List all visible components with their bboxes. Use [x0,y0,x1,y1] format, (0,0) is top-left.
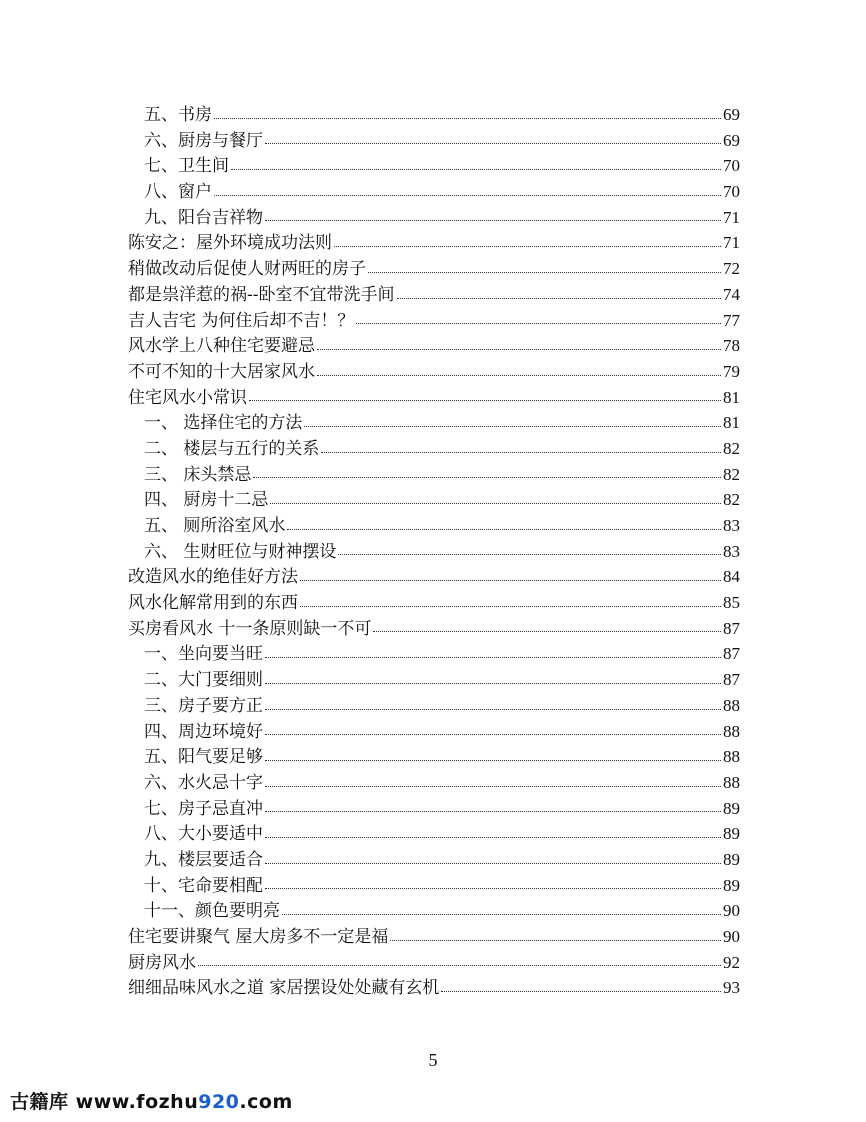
toc-leader-dots [317,348,721,350]
toc-entry-page: 79 [723,361,740,381]
toc-entry-title: 陈安之：屋外环境成功法则 [128,233,332,254]
toc-entry-title: 七、房子忌直冲 [144,798,263,819]
toc-entry[interactable] [128,434,740,460]
toc-entry[interactable] [128,280,740,306]
toc-leader-dots [338,553,721,555]
toc-leader-dots [282,913,721,915]
toc-entry[interactable] [128,691,740,717]
toc-leader-dots [265,810,721,812]
toc-leader-dots [265,682,721,684]
toc-entry[interactable] [128,408,740,434]
toc-leader-dots [368,271,721,273]
toc-entry-title: 八、大小要适中 [144,824,263,845]
toc-entry-title: 七、卫生间 [144,156,229,177]
toc-leader-dots [214,117,721,119]
toc-entry[interactable] [128,742,740,768]
toc-entry-title: 六、 生财旺位与财神摆设 [144,541,337,562]
toc-entry[interactable] [128,383,740,409]
toc-leader-dots [265,142,721,144]
toc-entry-title: 二、 楼层与五行的关系 [144,438,320,459]
toc-leader-dots [249,399,721,401]
toc-entry[interactable] [128,177,740,203]
toc-entry-title: 不可不知的十大居家风水 [128,361,315,382]
toc-leader-dots [265,219,721,221]
toc-entry-page: 90 [723,901,740,921]
toc-entry-title: 八、窗户 [144,182,212,203]
toc-entry-title: 住宅风水小常识 [128,387,247,408]
toc-entry[interactable] [128,871,740,897]
toc-entry-page: 93 [723,978,740,998]
toc-entry-page: 89 [723,875,740,895]
toc-leader-dots [265,656,721,658]
toc-leader-dots [265,733,721,735]
toc-entry-title: 九、楼层要适合 [144,849,263,870]
toc-entry-page: 85 [723,593,740,613]
toc-entry[interactable] [128,922,740,948]
toc-leader-dots [265,785,721,787]
toc-entry-page: 89 [723,849,740,869]
toc-entry-title: 五、 厕所浴室风水 [144,516,286,536]
toc-leader-dots [441,990,721,992]
toc-entry-title: 五、书房 [144,105,212,125]
toc-entry-title: 都是祟洋惹的祸--卧室不宜带洗手间 [128,284,395,305]
toc-leader-dots [304,425,721,427]
toc-leader-dots [334,245,721,247]
watermark-url-digits: 920 [198,1091,240,1113]
toc-leader-dots [356,322,721,324]
table-of-contents [128,100,740,999]
toc-entry-page: 82 [723,438,740,458]
toc-entry-title: 住宅要讲聚气 屋大房多不一定是福 [128,927,389,947]
toc-leader-dots [300,579,721,581]
toc-entry[interactable] [128,819,740,845]
toc-entry[interactable] [128,665,740,691]
toc-entry-title: 一、 选择住宅的方法 [144,413,303,434]
toc-leader-dots [373,630,721,632]
page-number: 5 [428,1050,438,1070]
toc-entry[interactable] [128,639,740,665]
toc-entry[interactable] [128,306,740,332]
toc-leader-dots [265,836,721,838]
toc-leader-dots [270,502,721,504]
toc-entry[interactable] [128,562,740,588]
toc-entry-title: 厨房风水 [128,952,196,973]
toc-entry[interactable] [128,511,740,537]
toc-entry-page: 69 [723,130,740,150]
toc-entry[interactable] [128,588,740,614]
toc-entry[interactable] [128,948,740,974]
toc-entry-title: 四、周边环境好 [144,721,263,742]
toc-entry[interactable] [128,614,740,640]
toc-entry-title: 风水化解常用到的东西 [128,593,298,614]
toc-entry-page: 74 [723,284,740,304]
watermark-brand: 古籍库 [10,1091,69,1113]
toc-entry-title: 一、坐向要当旺 [144,644,263,665]
toc-entry[interactable] [128,203,740,229]
toc-entry-page: 77 [723,310,740,330]
toc-entry-page: 82 [723,464,740,484]
toc-entry-page: 78 [723,336,740,356]
toc-entry[interactable] [128,331,740,357]
toc-entry-title: 风水学上八种住宅要避忌 [128,336,315,357]
toc-entry-title: 五、阳气要足够 [144,747,263,768]
toc-entry-title: 十一、颜色要明亮 [144,901,280,922]
toc-entry-page: 81 [723,387,740,407]
toc-entry-title: 四、 厨房十二忌 [144,490,269,511]
toc-entry-page: 82 [723,490,740,510]
toc-entry[interactable] [128,768,740,794]
toc-entry-page: 88 [723,772,740,792]
toc-entry-title: 细细品味风水之道 家居摆设处处藏有玄机 [128,978,440,999]
site-watermark [10,1087,293,1114]
toc-entry-page: 88 [723,695,740,715]
toc-entry-title: 六、水火忌十字 [144,772,263,793]
toc-entry-page: 87 [723,618,740,638]
toc-entry[interactable] [128,254,740,280]
toc-entry-page: 71 [723,233,740,253]
toc-leader-dots [265,708,721,710]
toc-entry[interactable] [128,357,740,383]
toc-entry-page: 83 [723,541,740,561]
toc-entry[interactable] [128,845,740,871]
toc-entry[interactable] [128,460,740,486]
toc-entry[interactable] [128,717,740,743]
toc-entry-page: 89 [723,824,740,844]
toc-entry-page: 81 [723,413,740,433]
toc-entry-page: 71 [723,207,740,227]
toc-entry-page: 88 [723,747,740,767]
watermark-url-suffix: .com [239,1091,293,1113]
toc-entry-page: 72 [723,259,740,279]
toc-entry[interactable] [128,485,740,511]
toc-entry-page: 84 [723,567,740,587]
toc-entry[interactable] [128,794,740,820]
toc-leader-dots [265,887,721,889]
toc-entry-page: 83 [723,516,740,535]
toc-entry-title: 九、阳台吉祥物 [144,207,263,228]
toc-entry-page: 87 [723,670,740,690]
toc-entry-page: 88 [723,721,740,741]
toc-leader-dots [214,194,721,196]
toc-leader-dots [265,862,721,864]
toc-leader-dots [397,297,722,299]
toc-entry-title: 三、房子要方正 [144,695,263,716]
toc-leader-dots [317,374,721,376]
toc-entry-page: 69 [723,105,740,124]
toc-entry[interactable] [128,228,740,254]
toc-entry[interactable] [128,896,740,922]
toc-entry-title: 稍做改动后促使人财两旺的房子 [128,259,366,280]
toc-entry[interactable] [128,537,740,563]
toc-entry[interactable] [128,973,740,999]
toc-entry[interactable] [128,100,740,126]
toc-entry-page: 92 [723,952,740,972]
toc-entry-page: 70 [723,156,740,176]
toc-entry[interactable] [128,126,740,152]
toc-leader-dots [287,528,721,530]
toc-entry-page: 90 [723,927,740,946]
toc-entry-title: 买房看风水 十一条原则缺一不可 [128,618,372,639]
toc-leader-dots [390,939,721,941]
toc-leader-dots [300,605,721,607]
toc-leader-dots [265,759,721,761]
watermark-url-prefix: www.fozhu [75,1091,199,1113]
toc-entry-title: 十、宅命要相配 [144,875,263,896]
toc-leader-dots [198,964,721,966]
toc-leader-dots [253,476,721,478]
toc-entry-title: 吉人吉宅 为何住后却不吉！？ [128,310,355,331]
toc-entry-title: 改造风水的绝佳好方法 [128,567,298,588]
toc-leader-dots [231,168,721,170]
toc-entry-title: 二、大门要细则 [144,670,263,691]
toc-entry-title: 三、 床头禁忌 [144,464,252,485]
toc-entry[interactable] [128,151,740,177]
toc-entry-page: 70 [723,182,740,202]
toc-entry-page: 87 [723,644,740,664]
watermark-url [76,1091,293,1113]
toc-entry-title: 六、厨房与餐厅 [144,130,263,151]
toc-leader-dots [321,451,721,453]
toc-entry-page: 89 [723,798,740,818]
